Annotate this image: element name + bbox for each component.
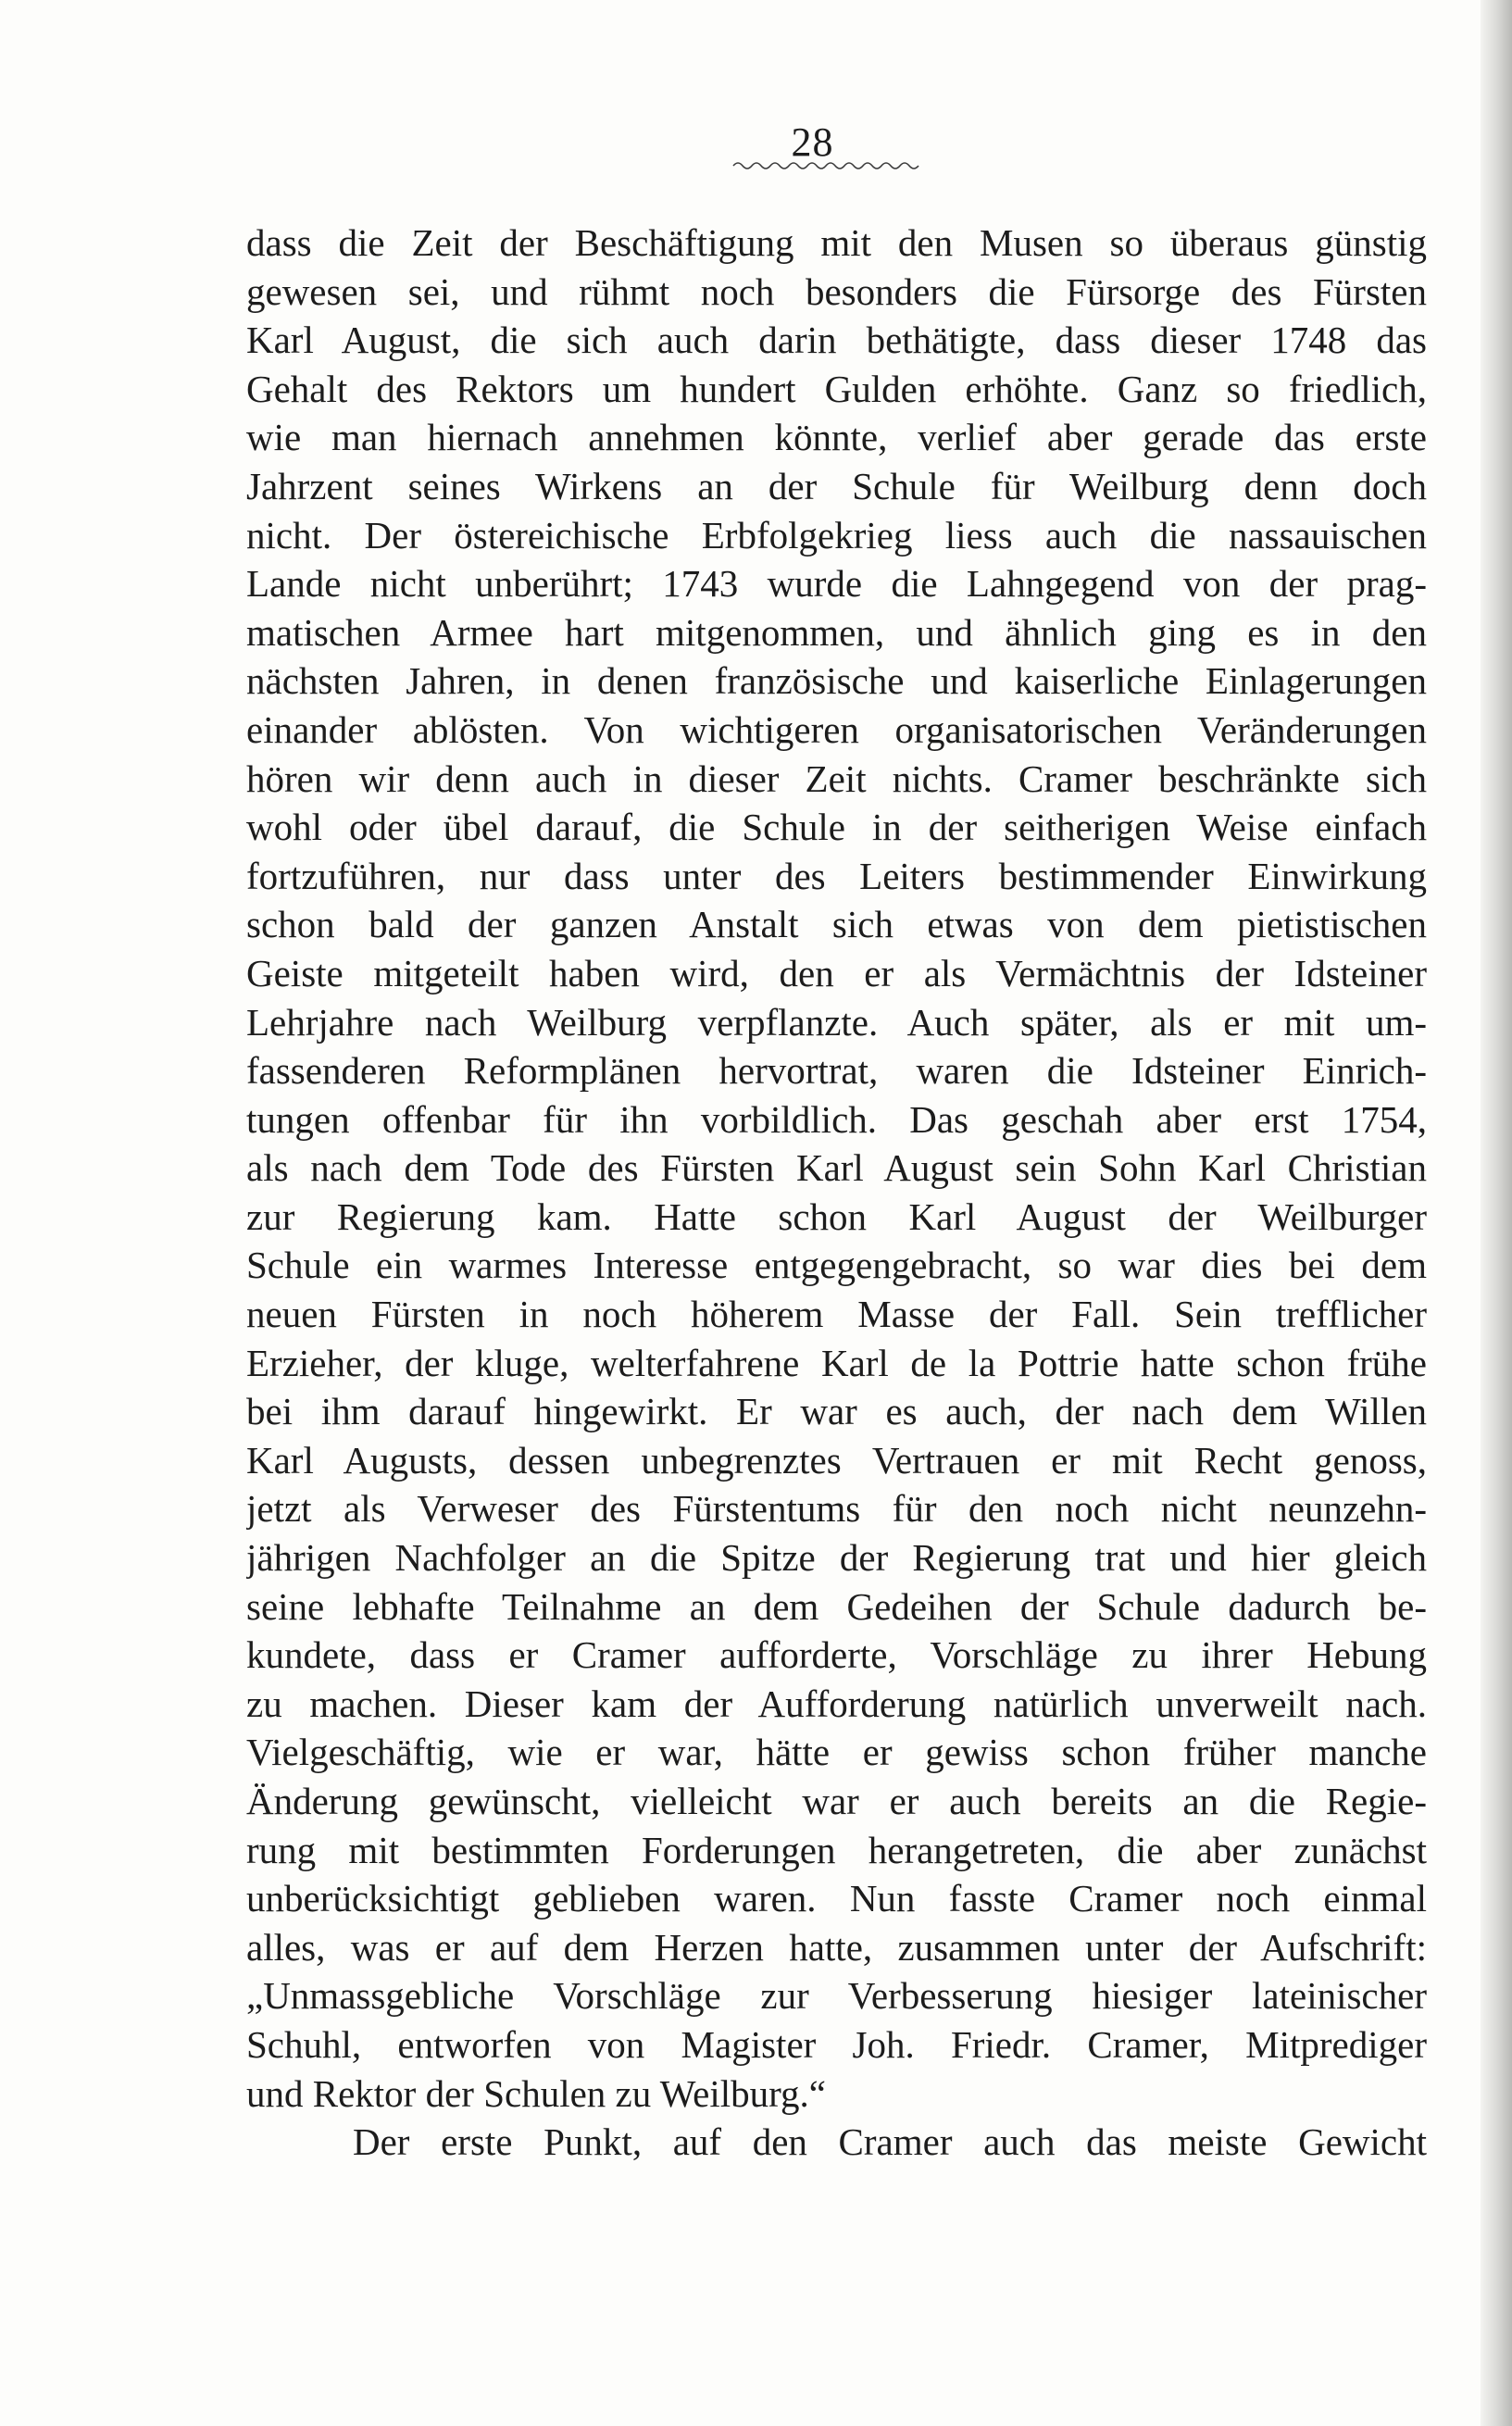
text-line: fassenderen Reformplänen hervortrat, waren die Idsteiner Einrich- [246, 1049, 1427, 1093]
text-line: jährigen Nachfolger an die Spitze der Regierung trat und hier gleich [246, 1536, 1427, 1580]
text-line: dass die Zeit der Beschäftigung mit den Musen so überaus günstig [246, 221, 1427, 264]
text-line: alles, was er auf dem Herzen hatte, zusammen unter der Aufschrift: [246, 1925, 1427, 1969]
text-line: wie man hiernach annehmen könnte, verlief aber gerade das erste [246, 416, 1427, 459]
text-line: Karl Augusts, dessen unbegrenztes Vertrauen er mit Recht genoss, [246, 1438, 1427, 1482]
text-line: Geiste mitgeteilt haben wird, den er als Vermächtnis der Idsteiner [246, 951, 1427, 994]
text-line: einander ablösten. Von wichtigeren organisatorischen Veränderungen [246, 707, 1427, 751]
text-line: Gehalt des Rektors um hundert Gulden erhöhte. Ganz so friedlich, [246, 367, 1427, 410]
text-line: Lehrjahre nach Weilburg verpflanzte. Auch später, als er mit um- [246, 1000, 1427, 1044]
text-line: zur Regierung kam. Hatte schon Karl August der Weilburger [246, 1194, 1427, 1238]
text-line: „Unmassgebliche Vorschläge zur Verbesserung hiesiger lateinischer [246, 1974, 1427, 2018]
text-line: gewesen sei, und rühmt noch besonders die Fürsorge des Fürsten [246, 269, 1427, 313]
text-line: nicht. Der östereichische Erbfolgekrieg liess auch die nassauischen [246, 513, 1427, 556]
page-number-text: 28 [791, 119, 834, 165]
text-line: neuen Fürsten in noch höherem Masse der Fall. Sein trefflicher [246, 1293, 1427, 1336]
text-line: zu machen. Dieser kam der Aufforderung natürlich unverweilt nach. [246, 1682, 1427, 1725]
text-line: Änderung gewünscht, vielleicht war er auch bereits an die Regie- [246, 1780, 1427, 1822]
text-line: rung mit bestimmten Forderungen herangetreten, die aber zunächst [246, 1828, 1427, 1871]
body-text [246, 219, 1427, 2167]
text-line: Schuhl, entworfen von Magister Joh. Friedr. Cramer, Mitprediger [246, 2022, 1427, 2066]
text-line: hören wir denn auch in dieser Zeit nichts. Cramer beschränkte sich [246, 757, 1427, 800]
text-line: jetzt als Verweser des Fürstentums für den noch nicht neunzehn- [246, 1487, 1427, 1531]
text-line: unberücksichtigt geblieben waren. Nun fasste Cramer noch einmal [246, 1877, 1427, 1920]
text-line: nächsten Jahren, in denen französische und kaiserliche Einlagerungen [246, 659, 1427, 703]
text-line: Jahrzent seines Wirkens an der Schule für Weilburg denn doch [246, 464, 1427, 507]
text-line: tungen offenbar für ihn vorbildlich. Das geschah aber erst 1754, [246, 1097, 1427, 1141]
text-line: seine lebhafte Teilnahme an dem Gedeihen der Schule dadurch be- [246, 1584, 1427, 1628]
text-line-paragraph-start: Der erste Punkt, auf den Cramer auch das meiste Gewicht [353, 2120, 1427, 2164]
text-line: kundete, dass er Cramer aufforderte, Vorschläge zu ihrer Hebung [246, 1633, 1427, 1677]
page-edge-shadow [1481, 0, 1512, 2426]
text-line: Schule ein warmes Interesse entgegengebracht, so war dies bei dem [246, 1244, 1427, 1287]
text-line: fortzuführen, nur dass unter des Leiters bestimmender Einwirkung [246, 854, 1427, 897]
text-line: Karl August, die sich auch darin bethätigte, dass dieser 1748 das [246, 319, 1427, 362]
wavy-ornament-divider [731, 159, 926, 172]
text-line: matischen Armee hart mitgenommen, und ähnlich ging es in den [246, 610, 1427, 654]
text-line: schon bald der ganzen Anstalt sich etwas von dem pietistischen [246, 903, 1427, 946]
text-line: Lande nicht unberührt; 1743 wurde die Lahngegend von der prag- [246, 562, 1427, 606]
text-line: wohl oder übel darauf, die Schule in der seitherigen Weise einfach [246, 806, 1427, 849]
text-line-paragraph-end: und Rektor der Schulen zu Weilburg.“ [246, 2071, 826, 2115]
text-line: Erzieher, der kluge, welterfahrene Karl de la Pottrie hatte schon frühe [246, 1341, 1427, 1384]
text-line: bei ihm darauf hingewirkt. Er war es auch, der nach dem Willen [246, 1390, 1427, 1433]
text-line: Vielgeschäftig, wie er war, hätte er gewiss schon früher manche [246, 1731, 1427, 1774]
text-line: als nach dem Tode des Fürsten Karl August sein Sohn Karl Christian [246, 1146, 1427, 1190]
